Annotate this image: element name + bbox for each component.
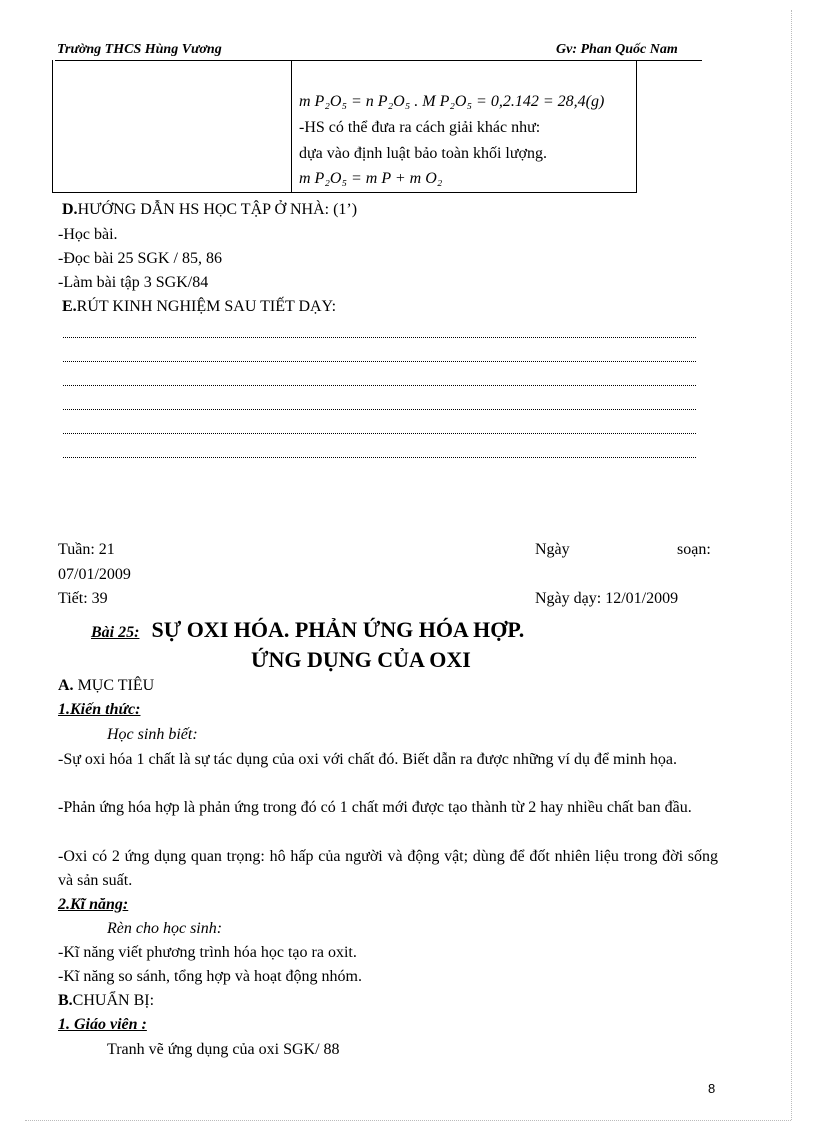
section-e-letter: E. bbox=[62, 298, 77, 315]
table-column-divider bbox=[291, 60, 292, 193]
equation-main-text: m P₂O₅ = n P₂O₅ . M P₂O₅ = 0,2.142 = 28,4(g) bbox=[299, 93, 605, 110]
knowledge-item-3: -Oxi có 2 ứng dụng quan trọng: hô hấp của người và động vật; dùng để đốt nhiên liệu trong đời sống và sản suất. bbox=[58, 848, 718, 889]
school-name: Trường THCS Hùng Vương bbox=[57, 42, 222, 57]
skills-heading: 2.Kĩ năng: bbox=[58, 896, 129, 913]
page-right-edge bbox=[791, 10, 792, 1120]
teach-date: Ngày dạy: 12/01/2009 bbox=[535, 590, 679, 607]
section-d-item-3: -Làm bài tập 3 SGK/84 bbox=[58, 274, 209, 291]
skills-item-2: -Kĩ năng so sánh, tổng hợp và hoạt động nhóm. bbox=[58, 968, 362, 985]
notes-dotted-line bbox=[63, 409, 696, 410]
lesson-number: Bài 25: bbox=[91, 624, 140, 641]
lesson-title-1: SỰ OXI HÓA. PHẢN ỨNG HÓA HỢP. bbox=[151, 617, 525, 642]
section-d-item-1: -Học bài. bbox=[58, 226, 118, 243]
prep-date-label: Ngày bbox=[535, 541, 570, 558]
notes-dotted-line bbox=[63, 385, 696, 386]
section-a-title: MỤC TIÊU bbox=[77, 677, 155, 694]
teacher-prep-item: Tranh vẽ ứng dụng của oxi SGK/ 88 bbox=[107, 1041, 340, 1058]
section-b-title: CHUẨN BỊ: bbox=[72, 992, 155, 1009]
table-note-1: -HS có thể đưa ra cách giải khác như: bbox=[299, 119, 541, 136]
period-label: Tiết: 39 bbox=[58, 590, 108, 607]
week-label: Tuần: 21 bbox=[58, 541, 115, 558]
section-e-title: RÚT KINH NGHIỆM SAU TIẾT DẠY: bbox=[76, 298, 337, 315]
section-b-heading bbox=[58, 992, 154, 1010]
lesson-title-line-2: ỨNG DỤNG CỦA OXI bbox=[251, 647, 471, 672]
section-d-title: HƯỚNG DẪN HS HỌC TẬP Ở NHÀ: (1’) bbox=[77, 201, 358, 218]
knowledge-intro: Học sinh biết: bbox=[107, 726, 198, 743]
teacher-name: Gv: Phan Quốc Nam bbox=[556, 42, 678, 57]
notes-dotted-line bbox=[63, 337, 696, 338]
section-d-letter: D. bbox=[62, 201, 78, 218]
page-number: 8 bbox=[708, 1081, 716, 1096]
section-a-heading bbox=[58, 677, 154, 695]
knowledge-heading: 1.Kiến thức: bbox=[58, 701, 141, 718]
notes-dotted-line bbox=[63, 433, 696, 434]
equation-alt: m P₂O₅ = m P + m O₂ bbox=[299, 170, 443, 187]
page-bottom-edge bbox=[25, 1120, 791, 1121]
section-e-heading bbox=[62, 298, 336, 316]
lesson-title-line-1 bbox=[91, 617, 524, 643]
section-d-item-2: -Đọc bài 25 SGK / 85, 86 bbox=[58, 250, 222, 267]
knowledge-item-2: -Phản ứng hóa hợp là phản ứng trong đó có 1 chất mới được tạo thành từ 2 hay nhiều chất ban đầu. bbox=[58, 799, 692, 816]
teacher-prep-heading: 1. Giáo viên : bbox=[58, 1016, 147, 1033]
section-b-letter: B. bbox=[58, 992, 73, 1009]
knowledge-item-1: -Sự oxi hóa 1 chất là sự tác dụng của oxi với chất đó. Biết dẫn ra được những ví dụ để minh họa. bbox=[58, 751, 678, 768]
skills-item-1: -Kĩ năng viết phương trình hóa học tạo ra oxit. bbox=[58, 944, 357, 961]
section-a-letter: A. bbox=[58, 677, 74, 694]
notes-dotted-line bbox=[63, 361, 696, 362]
prep-date-label-2: soạn: bbox=[677, 541, 711, 558]
skills-intro: Rèn cho học sinh: bbox=[107, 920, 223, 937]
notes-dotted-line bbox=[63, 457, 696, 458]
section-d-heading bbox=[62, 201, 357, 219]
equation-main bbox=[299, 89, 604, 115]
table-note-2: dựa vào định luật bảo toàn khối lượng. bbox=[299, 145, 547, 162]
prep-date: 07/01/2009 bbox=[58, 566, 131, 583]
